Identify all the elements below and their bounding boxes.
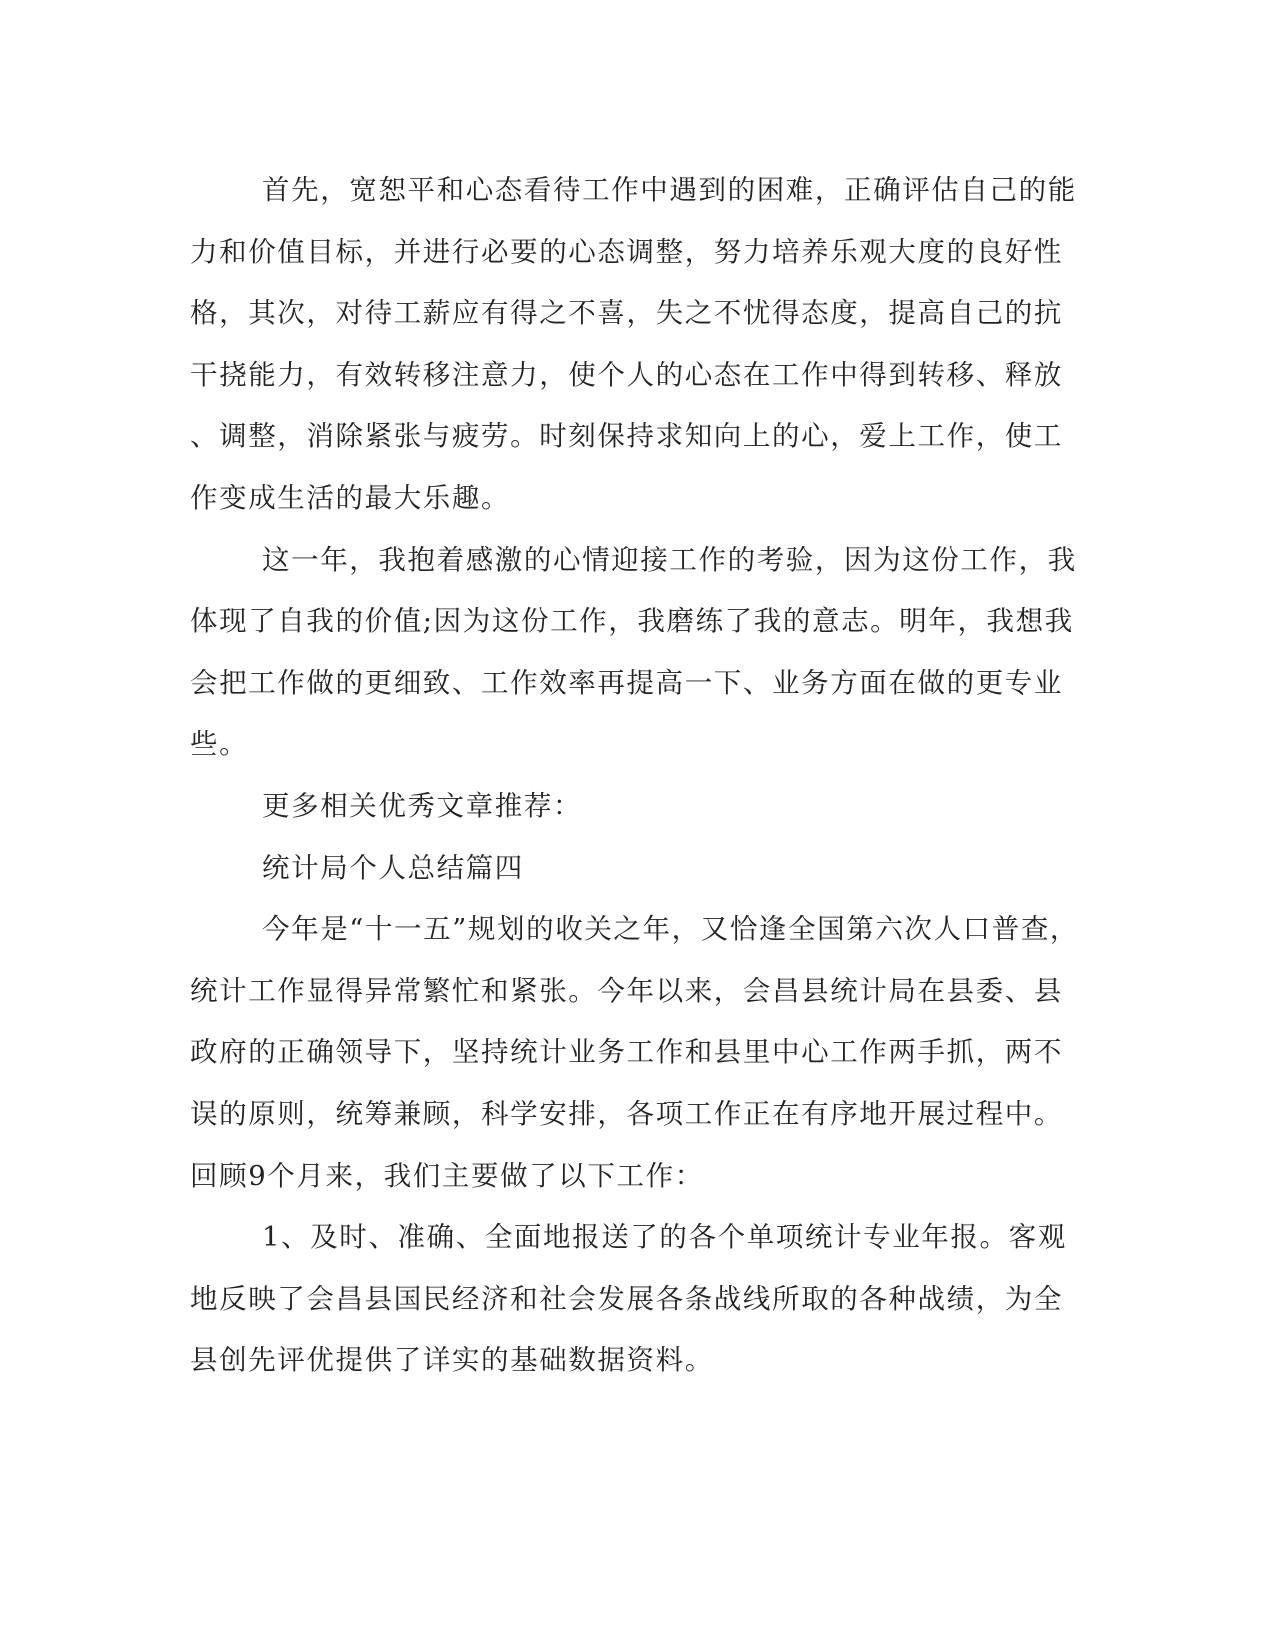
text-line: 地反映了会昌县国民经济和社会发展各条战线所取的各种战绩，为全 xyxy=(190,1282,1063,1315)
text-line: 首先，宽恕平和心态看待工作中遇到的困难，正确评估自己的能 xyxy=(262,174,1077,206)
text-line: 回顾9个月来，我们主要做了以下工作： xyxy=(190,1159,704,1192)
text-line: 1、及时、准确、全面地报送了的各个单项统计专业年报。客观 xyxy=(262,1221,1067,1254)
text-line: 更多相关优秀文章推荐： xyxy=(262,789,583,822)
text-line: 干挠能力，有效转移注意力，使个人的心态在工作中得到转移、释放 xyxy=(190,358,1063,391)
document-body xyxy=(190,160,1080,1392)
text-line: 作变成生活的最大乐趣。 xyxy=(190,481,511,514)
section-heading: 统计局个人总结篇四 xyxy=(262,851,524,884)
text-line: 统计工作显得异常繁忙和紧张。今年以来，会昌县统计局在县委、县 xyxy=(190,974,1063,1007)
text-line: 误的原则，统筹兼顾，科学安排，各项工作正在有序地开展过程中。 xyxy=(190,1097,1063,1130)
text-line: 政府的正确领导下，坚持统计业务工作和县里中心工作两手抓，两不 xyxy=(190,1036,1063,1069)
text-line: 、调整，消除紧张与疲劳。时刻保持求知向上的心，爱上工作，使工 xyxy=(190,420,1063,453)
text-line: 体现了自我的价值;因为这份工作，我磨练了我的意志。明年，我想我 xyxy=(190,605,1074,638)
text-line: 力和价值目标，并进行必要的心态调整，努力培养乐观大度的良好性 xyxy=(190,235,1063,268)
text-line: 格，其次，对待工薪应有得之不喜，失之不忧得态度，提高自己的抗 xyxy=(190,297,1063,330)
text-line: 今年是“十一五”规划的收关之年，又恰逢全国第六次人口普查， xyxy=(262,913,1080,946)
text-line: 些。 xyxy=(190,728,249,761)
text-line: 这一年，我抱着感激的心情迎接工作的考验，因为这份工作，我 xyxy=(262,543,1077,576)
text-line: 会把工作做的更细致、工作效率再提高一下、业务方面在做的更专业 xyxy=(190,666,1063,699)
text-line: 县创先评优提供了详实的基础数据资料。 xyxy=(190,1344,714,1377)
